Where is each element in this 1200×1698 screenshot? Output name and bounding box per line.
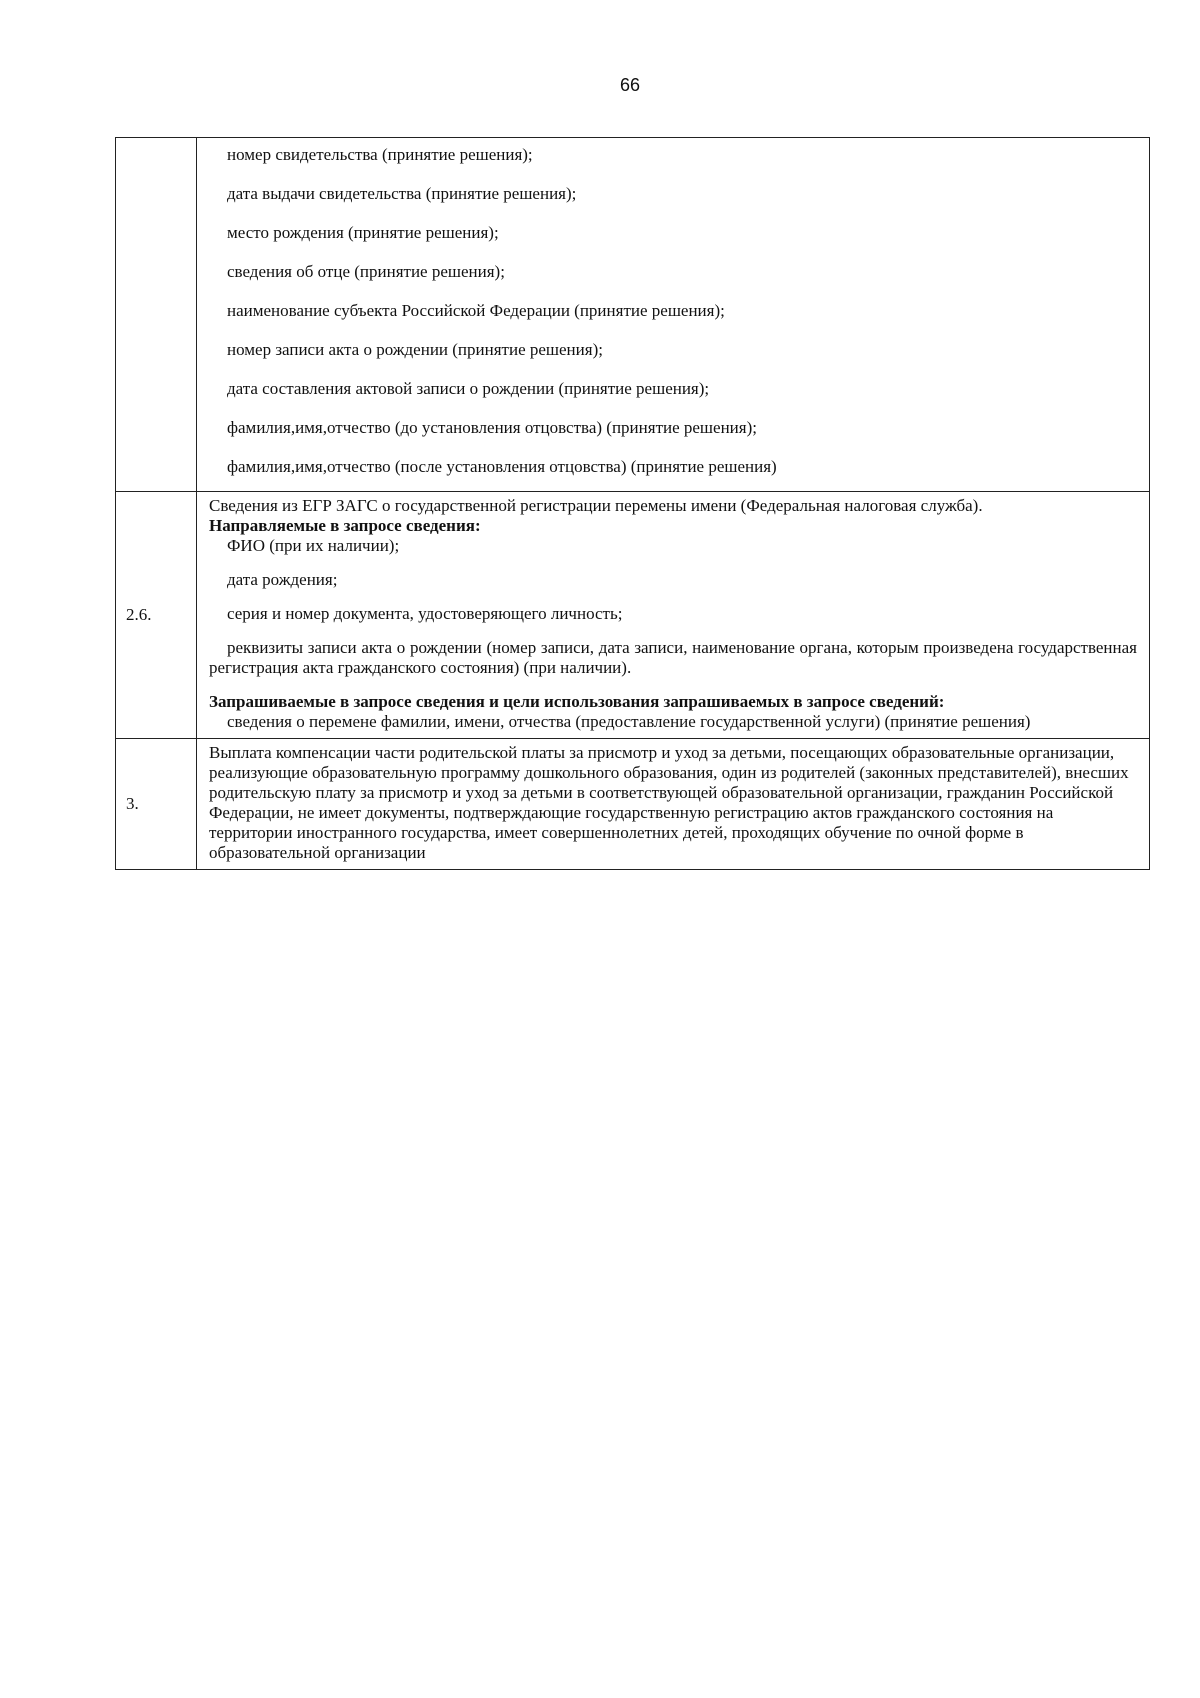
row-number-cell: 3. (116, 739, 197, 870)
list-item: наименование субъекта Российской Федерации (принятие решения); (227, 301, 725, 320)
list-item: дата выдачи свидетельства (принятие решения); (227, 184, 577, 203)
requested-data-heading: Запрашиваемые в запросе сведения и цели использования запрашиваемых в запросе сведений: (209, 692, 945, 711)
list-item: номер свидетельства (принятие решения); (227, 145, 533, 164)
row-number-cell: 2.6. (116, 492, 197, 739)
table-row-continued (116, 138, 1150, 492)
row-text: Выплата компенсации части родительской платы за присмотр и уход за детьми, посещающих образовательные организации, реализующие образовательную программу дошкольного образования, один из родителей (законных представителей), внесших родительскую плату за присмотр и уход за детьми в соответствующей образовательной организации, гражданин Российской Федерации, не имеет документы, подтверждающие государственную регистрацию актов гражданского состояния на территории иностранного государства, имеет совершеннолетних детей, проходящих обучение по очной форме в образовательной организации (209, 743, 1129, 862)
list-item: дата рождения; (227, 570, 338, 589)
row-content-cell (197, 739, 1150, 870)
table-row-2-6 (116, 492, 1150, 739)
list-item: реквизиты записи акта о рождении (номер записи, дата записи, наименование органа, которым произведена государственная регистрация акта гражданского состояния) (при наличии). (209, 638, 1137, 677)
list-item: дата составления актовой записи о рождении (принятие решения); (227, 379, 710, 398)
sent-data-heading: Направляемые в запросе сведения: (209, 516, 481, 535)
list-item: фамилия,имя,отчество (до установления отцовства) (принятие решения); (227, 418, 757, 437)
requests-table (115, 137, 1150, 870)
row-number-cell (116, 138, 197, 492)
list-item: место рождения (принятие решения); (227, 223, 499, 242)
table-row-3 (116, 739, 1150, 870)
row-content-cell (197, 492, 1150, 739)
row-intro: Сведения из ЕГР ЗАГС о государственной регистрации перемены имени (Федеральная налоговая служба). (209, 496, 983, 515)
list-item: ФИО (при их наличии); (227, 536, 400, 555)
requested-data-text: сведения о перемене фамилии, имени, отчества (предоставление государственной услуги) (принятие решения) (227, 712, 1031, 731)
list-item: серия и номер документа, удостоверяющего личность; (227, 604, 623, 623)
row-content-cell (197, 138, 1150, 492)
list-item: фамилия,имя,отчество (после установления отцовства) (принятие решения) (227, 457, 777, 476)
list-item: сведения об отце (принятие решения); (227, 262, 505, 281)
list-item: номер записи акта о рождении (принятие решения); (227, 340, 603, 359)
page-number: 66 (619, 75, 641, 95)
